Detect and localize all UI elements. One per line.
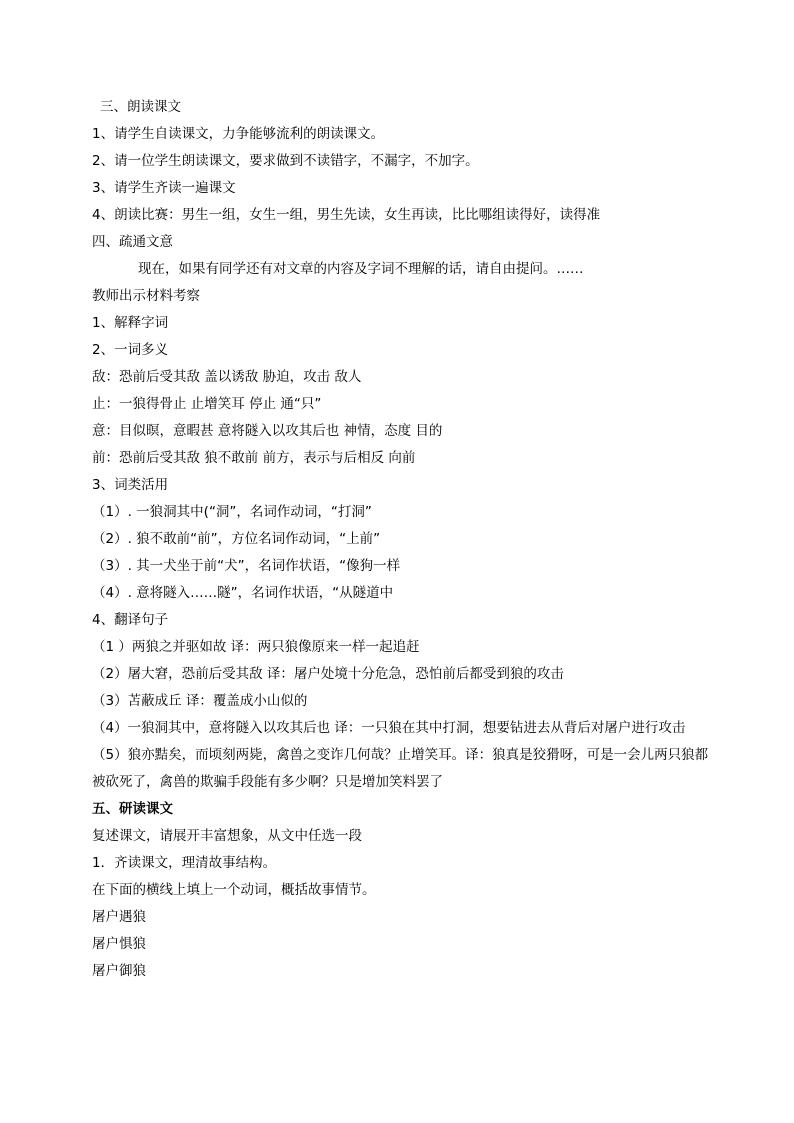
paragraph: 教师出示材料考察: [92, 288, 200, 304]
paragraph: 1．齐读课文，理清故事结构。: [92, 855, 277, 871]
paragraph: 4、翻译句子: [92, 612, 169, 628]
paragraph: 1、请学生自读课文，力争能够流利的朗读课文。: [92, 126, 385, 142]
paragraph: 止：一狼得骨止 止增笑耳 停止 通“只”: [92, 396, 322, 412]
paragraph: （3）. 其一犬坐于前“犬”，名词作状语，“像狗一样: [92, 558, 401, 574]
paragraph: 4、朗读比赛：男生一组，女生一组，男生先读，女生再读，比比哪组读得好，读得准: [92, 207, 601, 223]
paragraph: 意：目似暝，意暇甚 意将隧入以攻其后也 神情，态度 目的: [92, 423, 443, 439]
paragraph: 前：恐前后受其敌 狼不敢前 前方，表示与后相反 向前: [92, 450, 416, 466]
paragraph: （4）一狼洞其中，意将隧入以攻其后也 译：一只狼在其中打洞，想要钻进去从背后对屠户进行攻击: [92, 720, 686, 736]
document-body: [92, 94, 712, 985]
paragraph: 屠户遇狼: [92, 909, 146, 925]
paragraph: （1 ）两狼之并驱如故 译：两只狼像原来一样一起追赶: [92, 639, 420, 655]
paragraph: 1、解释字词: [92, 315, 169, 331]
paragraph: 屠户御狼: [92, 963, 146, 979]
paragraph: （2）屠大窘，恐前后受其敌 译：屠户处境十分危急，恐怕前后都受到狼的攻击: [92, 666, 564, 682]
paragraph: 3、请学生齐读一遍课文: [92, 180, 236, 196]
paragraph: （2）. 狼不敢前“前”，方位名词作动词，“上前”: [92, 531, 381, 547]
paragraph: （3）苫蔽成丘 译：覆盖成小山似的: [92, 693, 308, 709]
paragraph: 敌：恐前后受其敌 盖以诱敌 胁迫，攻击 敌人: [92, 369, 362, 385]
paragraph: 现在，如果有同学还有对文章的内容及字词不理解的话，请自由提问。……: [138, 261, 584, 277]
paragraph: 复述课文，请展开丰富想象，从文中任选一段: [92, 828, 362, 844]
section-heading-read-aloud: 三、朗读课文: [100, 99, 181, 115]
paragraph: 2、一词多义: [92, 342, 169, 358]
paragraph: 屠户惧狼: [92, 936, 146, 952]
paragraph: 在下面的横线上填上一个动词，概括故事情节。: [92, 882, 376, 898]
paragraph: （1）. 一狼洞其中(“洞”，名词作动词，“打洞”: [92, 504, 372, 520]
paragraph: （4）. 意将隧入……隧”，名词作状语，“从隧道中: [92, 585, 394, 601]
section-heading-understand: 四、疏通文意: [92, 234, 173, 250]
paragraph: 3、词类活用: [92, 477, 169, 493]
section-heading-study: 五、研读课文: [92, 801, 173, 817]
paragraph: （5）狼亦黠矣，而顷刻两毙，禽兽之变诈几何哉？止增笑耳。译：狼真是狡猾呀，可是一会儿两只狼都被砍死了，禽兽的欺骗手段能有多少啊？只是增加笑料罢了: [92, 747, 709, 790]
paragraph: 2、请一位学生朗读课文，要求做到不读错字，不漏字，不加字。: [92, 153, 479, 169]
